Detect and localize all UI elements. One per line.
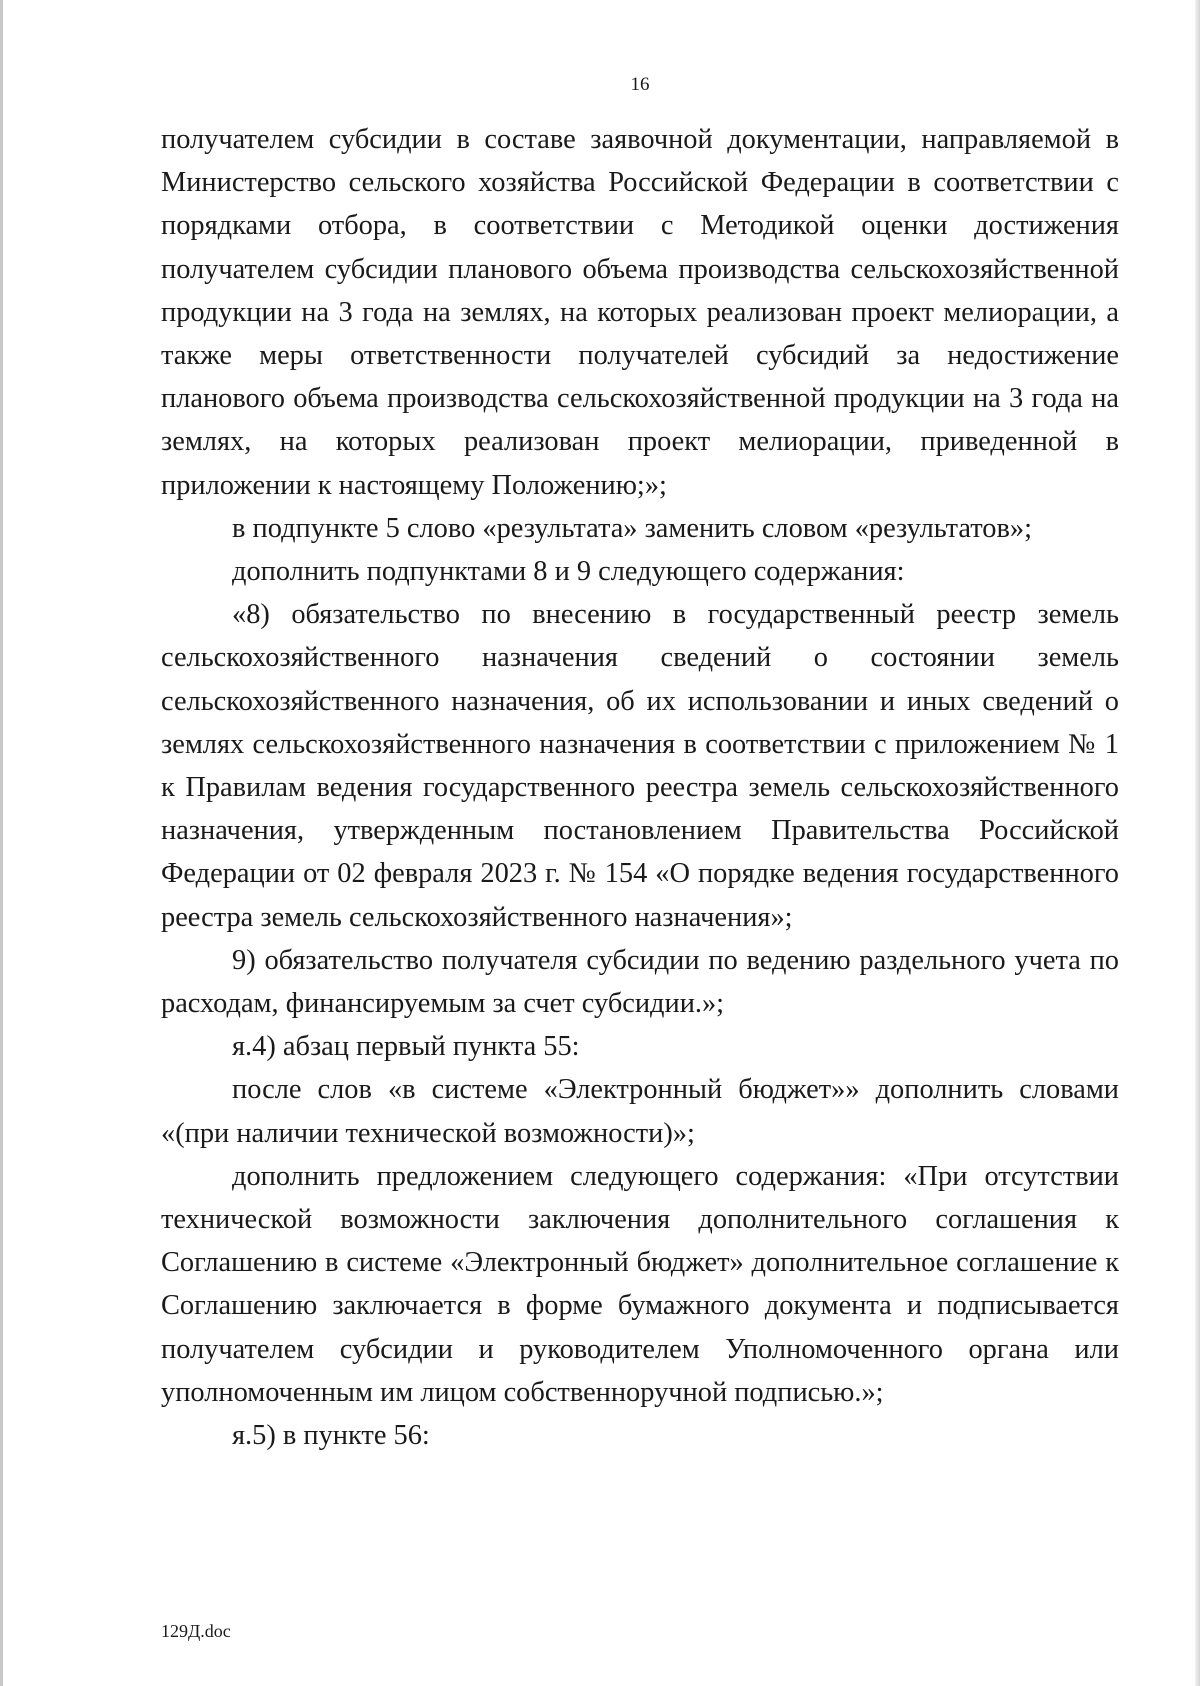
scan-edge-left	[0, 0, 3, 1686]
paragraph-continuation: получателем субсидии в составе заявочной документации, направляемой в Министерство сельского хозяйства Российской Федерации в соответствии с порядками отбора, в соответствии с Методикой оценки достижения получателем субсидии планового объема производства сельскохозяйственной продукции на 3 года на землях, на которых реализован проект мелиорации, а также меры ответственности получателей субсидий за недостижение планового объема производства сельскохозяйственной продукции на 3 года на землях, на которых реализован проект мелиорации, приведенной в приложении к настоящему Положению;»;	[161, 124, 1119, 501]
document-body	[161, 118, 1119, 1457]
paragraph-subitem-9: 9) обязательство получателя субсидии по ведению раздельного учета по расходам, финансируемым за счет субсидии.»;	[161, 944, 1119, 1020]
paragraph-after-words: после слов «в системе «Электронный бюджет»» дополнить словами «(при наличии технической возможности)»;	[161, 1074, 1119, 1149]
scan-edge-right	[1195, 0, 1200, 1686]
paragraph-add-subitems: дополнить подпунктами 8 и 9 следующего содержания:	[232, 556, 905, 588]
paragraph-subitem-5: в подпункте 5 слово «результата» заменить словом «результатов»;	[232, 512, 1032, 544]
footer-filename: 129Д.doc	[161, 1621, 231, 1641]
paragraph-ya4: я.4) абзац первый пункта 55:	[232, 1031, 580, 1063]
paragraph-add-sentence: дополнить предложением следующего содержания: «При отсутствии технической возможности заключения дополнительного соглашения к Соглашению в системе «Электронный бюджет» дополнительное соглашение к Соглашению заключается в форме бумажного документа и подписывается получателем субсидии и руководителем Уполномоченного органа или уполномоченным им лицом собственноручной подписью.»;	[161, 1160, 1119, 1408]
page-number: 16	[630, 74, 650, 95]
paragraph-subitem-8: «8) обязательство по внесению в государственный реестр земель сельскохозяйственного назначения сведений о состоянии земель сельскохозяйственного назначения, об их использовании и иных сведений о землях сельскохозяйственного назначения в соответствии с приложением № 1 к Правилам ведения государственного реестра земель сельскохозяйственного назначения, утвержденным постановлением Правительства Российской Федерации от 02 февраля 2023 г. № 154 «О порядке ведения государственного реестра земель сельскохозяйственного назначения»;	[161, 599, 1119, 933]
paragraph-ya5: я.5) в пункте 56:	[232, 1420, 430, 1452]
